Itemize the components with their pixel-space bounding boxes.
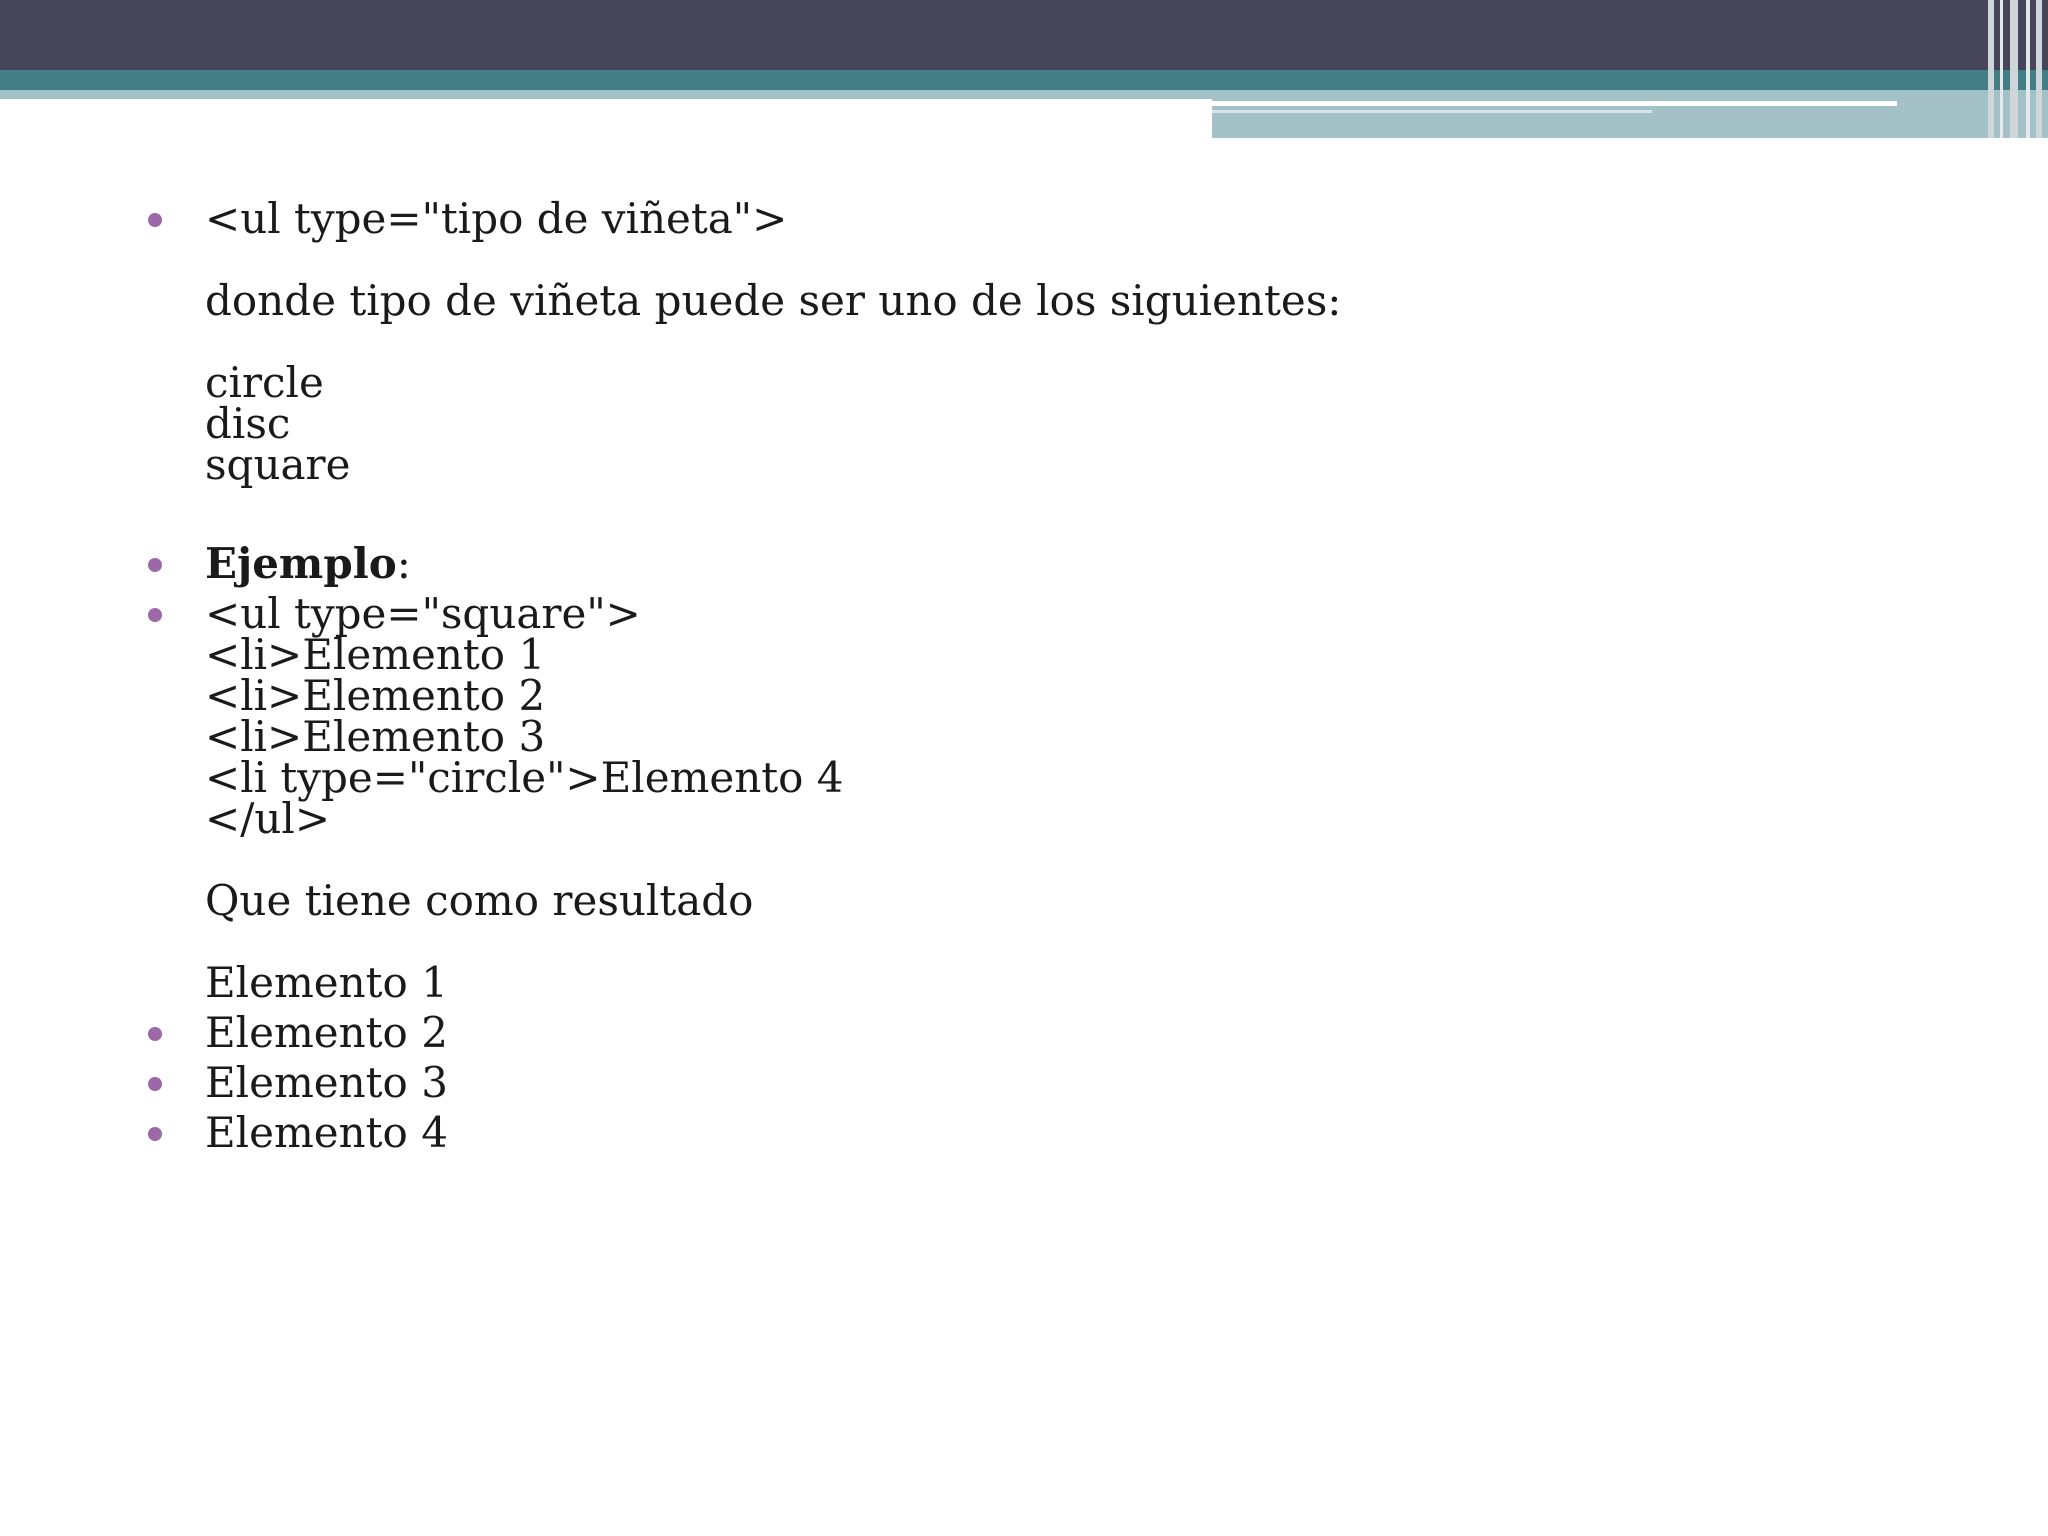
bullet-dot: [148, 1027, 162, 1041]
bullet-dot: [148, 608, 162, 622]
example-heading: [205, 539, 411, 588]
code-line: </ul>: [205, 794, 331, 843]
result-item: Elemento 2: [205, 1008, 448, 1057]
bullet-dot: [148, 1077, 162, 1091]
code-line: <li>Elemento 1: [205, 630, 546, 679]
code-line: <ul type="square">: [205, 589, 641, 638]
ul-syntax-code: <ul type="tipo de viñeta">: [205, 194, 788, 243]
code-line: <li>Elemento 3: [205, 712, 546, 761]
option-disc: disc: [205, 399, 291, 448]
option-square: square: [205, 440, 351, 489]
result-item: Elemento 3: [205, 1058, 448, 1107]
bullet-dot: [148, 213, 162, 227]
bullet-dot: [148, 1127, 162, 1141]
result-item: Elemento 4: [205, 1108, 448, 1157]
code-line: <li>Elemento 2: [205, 671, 546, 720]
result-intro: Que tiene como resultado: [205, 876, 754, 925]
example-colon: :: [396, 539, 411, 588]
option-circle: circle: [205, 358, 324, 407]
result-item: Elemento 1: [205, 958, 448, 1007]
bullet-dot: [148, 558, 162, 572]
example-label: Ejemplo: [205, 539, 397, 588]
code-line: <li type="circle">Elemento 4: [205, 753, 844, 802]
bullet-type-description: donde tipo de viñeta puede ser uno de los siguientes:: [205, 276, 1342, 325]
